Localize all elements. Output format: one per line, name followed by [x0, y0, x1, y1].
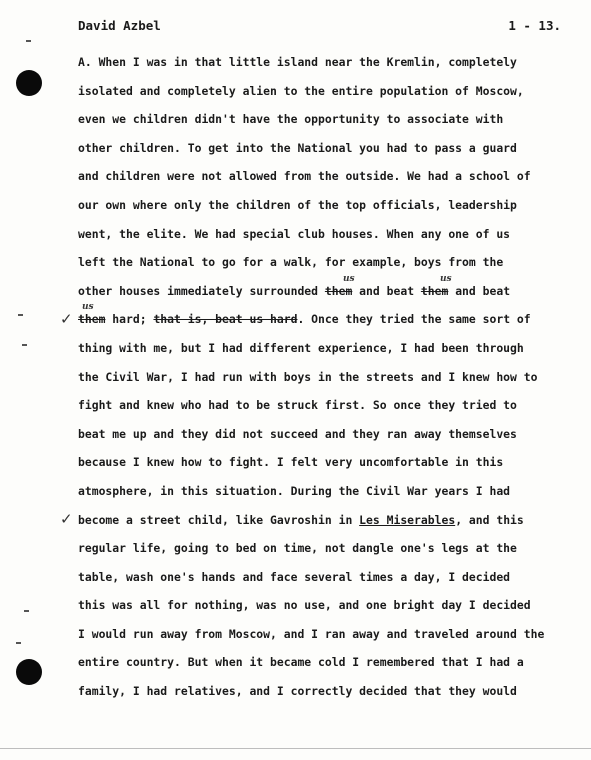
text-line: because I knew how to fight. I felt very uncomfortable in this [78, 455, 504, 470]
page-header [78, 18, 561, 38]
edge-mark [18, 314, 23, 316]
text-line: thing with me, but I had different experience, I had been through [78, 340, 524, 355]
handwritten-correction: us [440, 273, 452, 284]
text-span: and beat [352, 283, 421, 298]
author-name: David Azbel [78, 18, 161, 33]
text-line [78, 273, 558, 306]
handwritten-correction: us [343, 273, 355, 284]
text-line: family, I had relatives, and I correctly decided that they would [78, 684, 517, 699]
text-line [78, 506, 558, 535]
text-line: other children. To get into the National you had to pass a guard [78, 140, 517, 155]
text-line: entire country. But when it became cold I remembered that I had a [78, 655, 524, 670]
text-span: . Once they tried the same sort of [297, 312, 531, 327]
text-line: left the National to go for a walk, for example, boys from the [78, 255, 504, 270]
text-line: and children were not allowed from the outside. We had a school of [78, 169, 531, 184]
text-line: the Civil War, I had run with boys in the streets and I knew how to [78, 369, 538, 384]
page-number: 1 - 13. [508, 18, 561, 33]
text-span: other houses immediately surrounded [78, 283, 325, 298]
punch-hole-top [16, 70, 42, 96]
edge-mark [26, 40, 31, 42]
text-line: even we children didn't have the opportunity to associate with [78, 112, 504, 127]
text-line: beat me up and they did not succeed and they ran away themselves [78, 426, 517, 441]
text-line: A. When I was in that little island near the Kremlin, completely [78, 55, 517, 69]
text-line: isolated and completely alien to the entire population of Moscow, [78, 83, 524, 98]
page-bottom-edge [0, 748, 591, 749]
struck-word: them [324, 283, 353, 298]
text-span: , and this [455, 512, 524, 527]
transcript-body [78, 48, 558, 706]
edge-mark [22, 344, 27, 346]
checkmark-icon: ✓ [60, 310, 73, 328]
edge-mark [16, 642, 21, 644]
text-line: regular life, going to bed on time, not dangle one's legs at the [78, 541, 517, 556]
struck-phrase: that is, beat us hard [153, 312, 298, 327]
text-line: went, the elite. We had special club houses. When any one of us [78, 226, 511, 241]
text-span: hard; [105, 312, 154, 327]
book-title: Les Miserables [359, 512, 456, 527]
punch-hole-bottom [16, 659, 42, 685]
text-line: atmosphere, in this situation. During the Civil War years I had [78, 483, 511, 498]
text-span: and beat [448, 283, 511, 298]
text-line: this was all for nothing, was no use, and one bright day I decided [78, 598, 531, 613]
checkmark-icon: ✓ [60, 510, 73, 528]
text-line: I would run away from Moscow, and I ran away and traveled around the [78, 626, 545, 641]
struck-word: them [78, 312, 106, 327]
text-span: become a street child, like Gavroshin in [78, 512, 360, 527]
struck-word: them [420, 283, 449, 298]
text-line: table, wash one's hands and face several times a day, I decided [78, 569, 511, 584]
text-line [78, 302, 558, 334]
handwritten-correction: us [82, 302, 94, 313]
text-line: our own where only the children of the top officials, leadership [78, 197, 517, 212]
edge-mark [24, 610, 29, 612]
text-line: fight and knew who had to be struck first. So once they tried to [78, 398, 517, 413]
